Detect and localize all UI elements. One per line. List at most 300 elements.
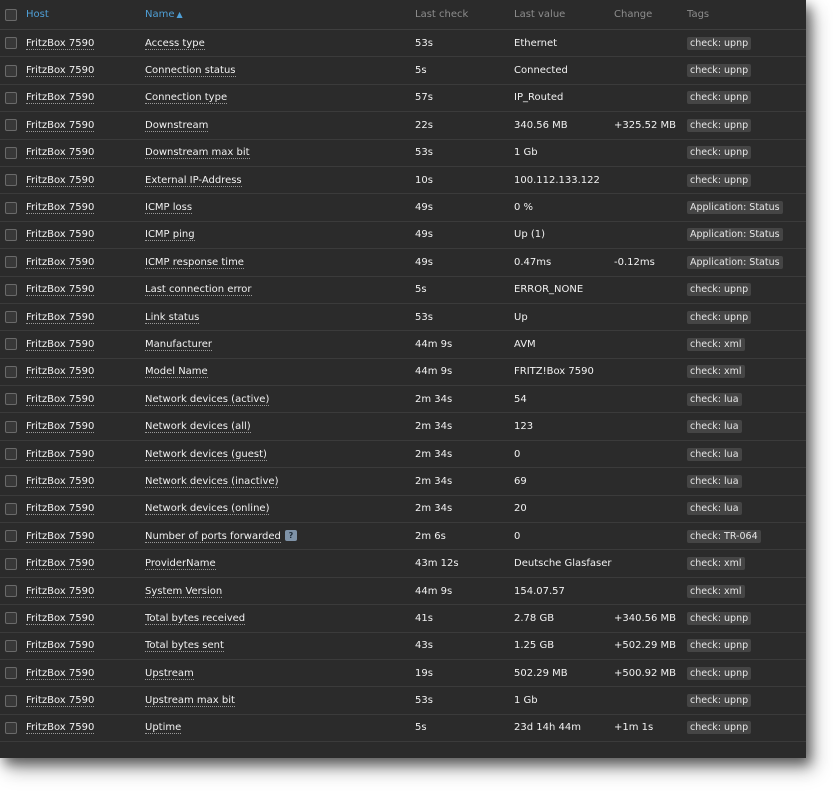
name-cell: [145, 468, 415, 495]
item-name-link[interactable]: Connection status: [145, 65, 236, 77]
tags-cell: [687, 687, 806, 714]
host-link[interactable]: FritzBox 7590: [26, 119, 95, 131]
item-name-link[interactable]: Number of ports forwarded: [145, 530, 281, 542]
tags-cell: [687, 112, 806, 139]
row-select-cell[interactable]: [0, 468, 26, 495]
host-link[interactable]: FritzBox 7590: [26, 695, 95, 707]
item-name-link[interactable]: Network devices (inactive): [145, 475, 279, 487]
name-cell: [145, 249, 415, 276]
last-value-cell: 20: [514, 495, 614, 522]
last-check-cell: 22s: [415, 112, 514, 139]
tags-cell: [687, 84, 806, 111]
row-select-cell[interactable]: [0, 523, 26, 550]
tag-badge[interactable]: check: upnp: [687, 694, 751, 707]
row-select-cell[interactable]: [0, 166, 26, 193]
item-name-link[interactable]: System Version: [145, 585, 223, 597]
item-name-link[interactable]: Connection type: [145, 92, 228, 104]
table-row: [0, 331, 806, 358]
table-row: [0, 413, 806, 440]
table-row: [0, 550, 806, 577]
item-name-link[interactable]: Model Name: [145, 366, 208, 378]
host-cell: [26, 57, 145, 84]
last-value-cell: 0 %: [514, 194, 614, 221]
row-select-cell[interactable]: [0, 112, 26, 139]
last-value-cell: FRITZ!Box 7590: [514, 358, 614, 385]
change-cell: [614, 166, 687, 193]
row-checkbox[interactable]: [5, 585, 17, 597]
row-select-cell[interactable]: [0, 57, 26, 84]
last-value-cell: 2.78 GB: [514, 605, 614, 632]
tag-badge[interactable]: Application: Status: [687, 201, 783, 214]
last-value-column-header: Last value: [514, 0, 614, 30]
table-row: [0, 440, 806, 467]
row-checkbox[interactable]: [5, 640, 17, 652]
tag-badge[interactable]: check: upnp: [687, 91, 751, 104]
host-link[interactable]: FritzBox 7590: [26, 393, 95, 405]
row-select-cell[interactable]: [0, 550, 26, 577]
name-cell: [145, 386, 415, 413]
tags-cell: [687, 249, 806, 276]
host-link[interactable]: FritzBox 7590: [26, 722, 95, 734]
host-cell: [26, 577, 145, 604]
table-row: [0, 84, 806, 111]
last-check-cell: 53s: [415, 139, 514, 166]
tags-cell: [687, 166, 806, 193]
tag-badge[interactable]: check: upnp: [687, 283, 751, 296]
row-checkbox[interactable]: [5, 174, 17, 186]
row-select-cell[interactable]: [0, 358, 26, 385]
tag-badge[interactable]: check: lua: [687, 448, 742, 461]
row-checkbox[interactable]: [5, 119, 17, 131]
last-value-cell: AVM: [514, 331, 614, 358]
name-cell: [145, 413, 415, 440]
last-check-cell: 43m 12s: [415, 550, 514, 577]
row-checkbox[interactable]: [5, 229, 17, 241]
host-link[interactable]: FritzBox 7590: [26, 475, 95, 487]
item-name-link[interactable]: Link status: [145, 311, 200, 323]
host-cell: [26, 632, 145, 659]
tag-badge[interactable]: Application: Status: [687, 228, 783, 241]
last-check-cell: 53s: [415, 687, 514, 714]
tags-cell: [687, 57, 806, 84]
host-cell: [26, 194, 145, 221]
item-name-link[interactable]: ICMP response time: [145, 256, 244, 268]
name-cell: [145, 714, 415, 741]
item-name-link[interactable]: Network devices (online): [145, 503, 270, 515]
row-select-cell[interactable]: [0, 413, 26, 440]
tag-badge[interactable]: check: lua: [687, 393, 742, 406]
name-cell: [145, 495, 415, 522]
row-checkbox[interactable]: [5, 722, 17, 734]
row-checkbox[interactable]: [5, 421, 17, 433]
table-row: [0, 358, 806, 385]
tag-badge[interactable]: check: upnp: [687, 639, 751, 652]
last-value-cell: 1 Gb: [514, 139, 614, 166]
tags-cell: [687, 276, 806, 303]
tag-badge[interactable]: check: upnp: [687, 37, 751, 50]
host-link[interactable]: FritzBox 7590: [26, 92, 95, 104]
last-value-cell: 123: [514, 413, 614, 440]
change-cell: [614, 30, 687, 57]
last-check-cell: 19s: [415, 659, 514, 686]
sort-ascending-icon: ▲: [176, 10, 183, 19]
name-column-header[interactable]: [145, 0, 415, 30]
table-row: [0, 605, 806, 632]
change-cell: [614, 331, 687, 358]
tag-badge[interactable]: check: lua: [687, 475, 742, 488]
last-check-cell: 5s: [415, 714, 514, 741]
host-cell: [26, 468, 145, 495]
change-cell: +340.56 MB: [614, 605, 687, 632]
change-cell: [614, 84, 687, 111]
row-select-cell[interactable]: [0, 440, 26, 467]
tag-badge[interactable]: Application: Status: [687, 256, 783, 269]
host-link[interactable]: FritzBox 7590: [26, 202, 95, 214]
tag-badge[interactable]: check: upnp: [687, 146, 751, 159]
row-checkbox[interactable]: [5, 475, 17, 487]
last-check-cell: 5s: [415, 276, 514, 303]
row-select-cell[interactable]: [0, 194, 26, 221]
tag-badge[interactable]: check: TR-064: [687, 530, 761, 543]
last-check-cell: 49s: [415, 194, 514, 221]
host-cell: [26, 605, 145, 632]
host-link[interactable]: FritzBox 7590: [26, 612, 95, 624]
tags-cell: [687, 550, 806, 577]
row-checkbox[interactable]: [5, 256, 17, 268]
table-row: [0, 714, 806, 741]
host-link[interactable]: FritzBox 7590: [26, 448, 95, 460]
name-cell: [145, 523, 415, 550]
row-checkbox[interactable]: [5, 558, 17, 570]
item-name-link[interactable]: ICMP loss: [145, 202, 193, 214]
row-select-cell[interactable]: [0, 659, 26, 686]
item-name-link[interactable]: Downstream max bit: [145, 147, 250, 159]
host-cell: [26, 386, 145, 413]
last-value-cell: 154.07.57: [514, 577, 614, 604]
change-cell: [614, 523, 687, 550]
tags-cell: [687, 632, 806, 659]
last-check-cell: 43s: [415, 632, 514, 659]
row-select-cell[interactable]: [0, 139, 26, 166]
tags-cell: [687, 659, 806, 686]
name-cell: [145, 166, 415, 193]
row-select-cell[interactable]: [0, 632, 26, 659]
tag-badge[interactable]: check: upnp: [687, 721, 751, 734]
row-select-cell[interactable]: [0, 303, 26, 330]
change-cell: [614, 303, 687, 330]
host-link[interactable]: FritzBox 7590: [26, 284, 95, 296]
last-check-cell: 44m 9s: [415, 358, 514, 385]
last-value-cell: Up: [514, 303, 614, 330]
item-name-link[interactable]: Total bytes sent: [145, 640, 224, 652]
row-checkbox[interactable]: [5, 667, 17, 679]
change-cell: [614, 386, 687, 413]
last-check-cell: 49s: [415, 221, 514, 248]
host-link[interactable]: FritzBox 7590: [26, 585, 95, 597]
item-name-link[interactable]: Access type: [145, 37, 205, 49]
tags-cell: [687, 331, 806, 358]
tag-badge[interactable]: check: upnp: [687, 119, 751, 132]
host-link[interactable]: FritzBox 7590: [26, 503, 95, 515]
tag-badge[interactable]: check: upnp: [687, 311, 751, 324]
change-column-header: Change: [614, 0, 687, 30]
host-link[interactable]: FritzBox 7590: [26, 338, 95, 350]
change-cell: +502.29 MB: [614, 632, 687, 659]
row-checkbox[interactable]: [5, 612, 17, 624]
row-checkbox[interactable]: [5, 448, 17, 460]
row-select-cell[interactable]: [0, 331, 26, 358]
tag-badge[interactable]: check: xml: [687, 338, 745, 351]
item-name-link[interactable]: Uptime: [145, 722, 182, 734]
host-link[interactable]: FritzBox 7590: [26, 37, 95, 49]
row-checkbox[interactable]: [5, 393, 17, 405]
tags-cell: [687, 194, 806, 221]
table-row: [0, 632, 806, 659]
name-cell: [145, 84, 415, 111]
row-checkbox[interactable]: [5, 695, 17, 707]
host-cell: [26, 550, 145, 577]
host-cell: [26, 331, 145, 358]
tag-badge[interactable]: check: upnp: [687, 64, 751, 77]
row-select-cell[interactable]: [0, 714, 26, 741]
table-row: [0, 276, 806, 303]
last-value-cell: IP_Routed: [514, 84, 614, 111]
tags-cell: [687, 358, 806, 385]
row-select-cell[interactable]: [0, 30, 26, 57]
change-cell: [614, 413, 687, 440]
host-link[interactable]: FritzBox 7590: [26, 667, 95, 679]
table-row: [0, 30, 806, 57]
last-check-cell: 49s: [415, 249, 514, 276]
last-check-cell: 44m 9s: [415, 577, 514, 604]
item-name-link[interactable]: Upstream: [145, 667, 194, 679]
item-name-link[interactable]: Network devices (all): [145, 421, 251, 433]
last-check-cell: 2m 34s: [415, 386, 514, 413]
row-select-cell[interactable]: [0, 249, 26, 276]
host-cell: [26, 440, 145, 467]
change-cell: +1m 1s: [614, 714, 687, 741]
host-cell: [26, 523, 145, 550]
last-check-cell: 2m 34s: [415, 413, 514, 440]
host-cell: [26, 413, 145, 440]
last-check-cell: 2m 34s: [415, 440, 514, 467]
item-name-link[interactable]: ICMP ping: [145, 229, 195, 241]
name-cell: [145, 440, 415, 467]
last-check-column-header: Last check: [415, 0, 514, 30]
tags-cell: [687, 495, 806, 522]
table-row: [0, 468, 806, 495]
change-cell: +325.52 MB: [614, 112, 687, 139]
name-cell: [145, 194, 415, 221]
item-name-link[interactable]: Last connection error: [145, 284, 252, 296]
tag-badge[interactable]: check: lua: [687, 502, 742, 515]
table-row: [0, 523, 806, 550]
host-cell: [26, 714, 145, 741]
select-all-header[interactable]: [0, 0, 26, 30]
name-cell: [145, 57, 415, 84]
item-name-link[interactable]: ProviderName: [145, 558, 216, 570]
change-cell: [614, 57, 687, 84]
host-cell: [26, 358, 145, 385]
host-link[interactable]: FritzBox 7590: [26, 229, 95, 241]
tags-cell: [687, 221, 806, 248]
table-row: [0, 57, 806, 84]
host-column-header[interactable]: [26, 0, 145, 30]
last-check-cell: 53s: [415, 303, 514, 330]
last-value-cell: 0: [514, 523, 614, 550]
last-value-cell: Deutsche Glasfaser: [514, 550, 614, 577]
host-link[interactable]: FritzBox 7590: [26, 558, 95, 570]
last-value-cell: 1.25 GB: [514, 632, 614, 659]
host-link[interactable]: FritzBox 7590: [26, 311, 95, 323]
name-cell: [145, 30, 415, 57]
name-sort-link[interactable]: Name: [145, 9, 175, 20]
host-sort-link[interactable]: Host: [26, 9, 49, 20]
name-cell: [145, 659, 415, 686]
last-value-cell: 502.29 MB: [514, 659, 614, 686]
change-cell: [614, 495, 687, 522]
row-checkbox[interactable]: [5, 147, 17, 159]
change-cell: [614, 550, 687, 577]
host-link[interactable]: FritzBox 7590: [26, 421, 95, 433]
last-value-cell: ERROR_NONE: [514, 276, 614, 303]
last-value-cell: Ethernet: [514, 30, 614, 57]
tags-cell: [687, 440, 806, 467]
table-row: [0, 139, 806, 166]
change-cell: [614, 194, 687, 221]
host-link[interactable]: FritzBox 7590: [26, 147, 95, 159]
tag-badge[interactable]: check: upnp: [687, 667, 751, 680]
table-row: [0, 659, 806, 686]
tag-badge[interactable]: check: lua: [687, 420, 742, 433]
tags-cell: [687, 303, 806, 330]
host-cell: [26, 221, 145, 248]
item-name-link[interactable]: Downstream: [145, 119, 209, 131]
last-check-cell: 57s: [415, 84, 514, 111]
tags-cell: [687, 577, 806, 604]
tags-cell: [687, 523, 806, 550]
change-cell: [614, 468, 687, 495]
last-value-cell: 0: [514, 440, 614, 467]
table-row: [0, 303, 806, 330]
last-value-cell: 54: [514, 386, 614, 413]
item-name-link[interactable]: Total bytes received: [145, 612, 246, 624]
row-checkbox[interactable]: [5, 37, 17, 49]
row-checkbox[interactable]: [5, 284, 17, 296]
change-cell: [614, 687, 687, 714]
row-select-cell[interactable]: [0, 605, 26, 632]
host-link[interactable]: FritzBox 7590: [26, 174, 95, 186]
row-select-cell[interactable]: [0, 221, 26, 248]
row-select-cell[interactable]: [0, 276, 26, 303]
row-select-cell[interactable]: [0, 495, 26, 522]
last-check-cell: 53s: [415, 30, 514, 57]
tag-badge[interactable]: check: xml: [687, 557, 745, 570]
row-checkbox[interactable]: [5, 92, 17, 104]
tags-cell: [687, 30, 806, 57]
tags-cell: [687, 413, 806, 440]
item-name-link[interactable]: Manufacturer: [145, 338, 212, 350]
row-select-cell[interactable]: [0, 687, 26, 714]
tags-cell: [687, 714, 806, 741]
change-cell: [614, 358, 687, 385]
last-value-cell: 0.47ms: [514, 249, 614, 276]
row-select-cell[interactable]: [0, 577, 26, 604]
name-cell: [145, 139, 415, 166]
tag-badge[interactable]: check: xml: [687, 365, 745, 378]
host-link[interactable]: FritzBox 7590: [26, 366, 95, 378]
help-icon[interactable]: ?: [285, 530, 297, 541]
name-cell: [145, 632, 415, 659]
change-cell: [614, 440, 687, 467]
tags-cell: [687, 468, 806, 495]
row-checkbox[interactable]: [5, 503, 17, 515]
items-table-body: [0, 30, 806, 742]
name-cell: [145, 687, 415, 714]
tags-cell: [687, 139, 806, 166]
host-cell: [26, 687, 145, 714]
name-cell: [145, 358, 415, 385]
name-cell: [145, 550, 415, 577]
host-cell: [26, 139, 145, 166]
last-value-cell: 100.112.133.122: [514, 166, 614, 193]
name-cell: [145, 221, 415, 248]
row-checkbox[interactable]: [5, 366, 17, 378]
change-cell: [614, 221, 687, 248]
name-cell: [145, 276, 415, 303]
change-cell: [614, 139, 687, 166]
host-cell: [26, 84, 145, 111]
row-checkbox[interactable]: [5, 311, 17, 323]
tag-badge[interactable]: check: xml: [687, 585, 745, 598]
last-check-cell: 2m 34s: [415, 468, 514, 495]
host-link[interactable]: FritzBox 7590: [26, 640, 95, 652]
host-cell: [26, 659, 145, 686]
item-name-link[interactable]: Network devices (active): [145, 393, 270, 405]
row-checkbox[interactable]: [5, 530, 17, 542]
table-row: [0, 495, 806, 522]
tag-badge[interactable]: check: upnp: [687, 174, 751, 187]
name-cell: [145, 331, 415, 358]
row-select-cell[interactable]: [0, 84, 26, 111]
table-row: [0, 577, 806, 604]
table-header-row: [0, 0, 806, 30]
name-cell: [145, 112, 415, 139]
row-checkbox[interactable]: [5, 202, 17, 214]
tag-badge[interactable]: check: upnp: [687, 612, 751, 625]
tags-column-header: Tags: [687, 0, 806, 30]
host-cell: [26, 249, 145, 276]
last-value-cell: 1 Gb: [514, 687, 614, 714]
last-check-cell: 2m 34s: [415, 495, 514, 522]
host-link[interactable]: FritzBox 7590: [26, 530, 95, 542]
item-name-link[interactable]: Upstream max bit: [145, 695, 235, 707]
row-checkbox[interactable]: [5, 65, 17, 77]
last-value-cell: 69: [514, 468, 614, 495]
table-row: [0, 112, 806, 139]
row-checkbox[interactable]: [5, 338, 17, 350]
host-link[interactable]: FritzBox 7590: [26, 256, 95, 268]
item-name-link[interactable]: Network devices (guest): [145, 448, 267, 460]
last-value-cell: Connected: [514, 57, 614, 84]
change-cell: -0.12ms: [614, 249, 687, 276]
host-link[interactable]: FritzBox 7590: [26, 65, 95, 77]
item-name-link[interactable]: External IP-Address: [145, 174, 242, 186]
row-select-cell[interactable]: [0, 386, 26, 413]
table-row: [0, 687, 806, 714]
last-check-cell: 10s: [415, 166, 514, 193]
select-all-checkbox[interactable]: [5, 9, 17, 21]
